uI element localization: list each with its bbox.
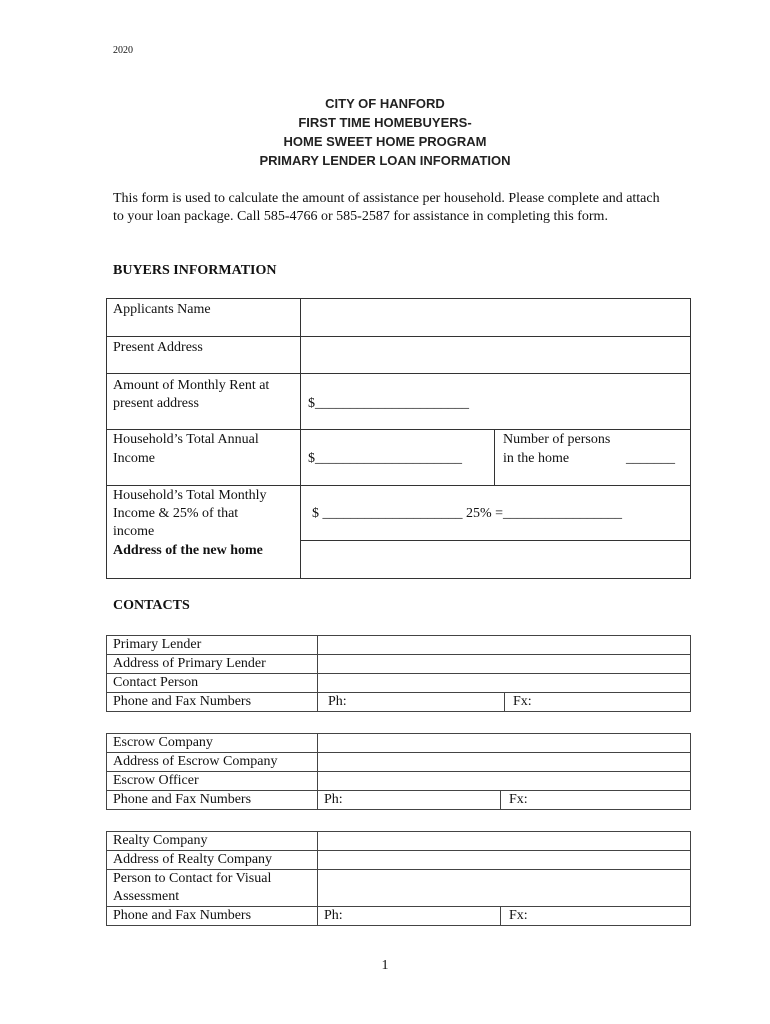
monthly-rent-label-2: present address: [113, 396, 199, 411]
lender-row-label: Address of Primary Lender: [107, 655, 318, 674]
realty-address-field[interactable]: [318, 851, 691, 870]
realty-contact-label-1: Person to Contact for Visual: [113, 871, 272, 886]
monthly-income-label-1: Household’s Total Monthly: [113, 488, 267, 503]
escrow-row-label: Escrow Officer: [107, 772, 318, 791]
persons-label-1: Number of persons: [503, 432, 611, 447]
page-number: 1: [381, 958, 389, 973]
annual-income-field[interactable]: $_____________________: [308, 451, 462, 466]
realty-row-label: [107, 870, 318, 907]
year-label: 2020: [113, 45, 133, 56]
realty-phone-field[interactable]: Ph:: [318, 907, 501, 926]
escrow-phone-field[interactable]: Ph:: [318, 791, 501, 810]
monthly-rent-field[interactable]: $______________________: [308, 396, 469, 411]
persons-label-2: in the home: [503, 451, 570, 466]
realty-row-label: Phone and Fax Numbers: [107, 907, 318, 926]
realty-row-label: Address of Realty Company: [107, 851, 318, 870]
escrow-officer-field[interactable]: [318, 772, 691, 791]
realty-contact-field[interactable]: [318, 870, 691, 907]
escrow-company-field[interactable]: [318, 734, 691, 753]
title-line-3: HOME SWEET HOME PROGRAM: [283, 134, 487, 149]
realty-company-field[interactable]: [318, 832, 691, 851]
lender-row-label: Phone and Fax Numbers: [107, 693, 318, 712]
new-home-label: Address of the new home: [113, 543, 263, 558]
lender-phone-field[interactable]: Ph:: [318, 693, 505, 712]
title-line-1: CITY OF HANFORD: [325, 96, 445, 111]
realty-row-label: Realty Company: [107, 832, 318, 851]
monthly-income-field[interactable]: $ ____________________ 25% =_________________: [312, 506, 623, 521]
realty-fax-field[interactable]: Fx:: [501, 907, 691, 926]
lender-name-field[interactable]: [318, 636, 691, 655]
monthly-income-label-2: Income & 25% of that: [113, 506, 239, 521]
applicant-name-field[interactable]: [302, 300, 688, 335]
escrow-row-label: Phone and Fax Numbers: [107, 791, 318, 810]
present-address-field[interactable]: [302, 338, 688, 372]
intro-paragraph: This form is used to calculate the amount of assistance per household. Please complete and attach to your loan package. Call 585-4766 or 585-2587 for assistance in completing this form.: [113, 191, 660, 224]
annual-income-label-1: Household’s Total Annual: [113, 432, 259, 447]
monthly-rent-label-1: Amount of Monthly Rent at: [113, 378, 270, 393]
contacts-heading: CONTACTS: [113, 598, 190, 613]
annual-income-label-2: Income: [113, 451, 155, 466]
title-line-4: PRIMARY LENDER LOAN INFORMATION: [259, 153, 511, 168]
new-home-field[interactable]: [302, 542, 688, 577]
realty-table: [106, 831, 691, 926]
monthly-income-label-3: income: [113, 524, 155, 539]
lender-row-label: Contact Person: [107, 674, 318, 693]
lender-table: [106, 635, 691, 712]
realty-contact-label-2: Assessment: [113, 889, 180, 904]
persons-field[interactable]: _______: [626, 451, 675, 466]
lender-fax-field[interactable]: Fx:: [505, 693, 691, 712]
title-line-2: FIRST TIME HOMEBUYERS-: [298, 115, 472, 130]
escrow-row-label: Address of Escrow Company: [107, 753, 318, 772]
present-address-label: Present Address: [113, 340, 203, 355]
escrow-table: [106, 733, 691, 810]
lender-address-field[interactable]: [318, 655, 691, 674]
lender-contact-field[interactable]: [318, 674, 691, 693]
applicant-name-label: Applicants Name: [113, 302, 211, 317]
lender-row-label: Primary Lender: [107, 636, 318, 655]
escrow-fax-field[interactable]: Fx:: [501, 791, 691, 810]
escrow-row-label: Escrow Company: [107, 734, 318, 753]
escrow-address-field[interactable]: [318, 753, 691, 772]
buyers-heading: BUYERS INFORMATION: [113, 263, 277, 278]
